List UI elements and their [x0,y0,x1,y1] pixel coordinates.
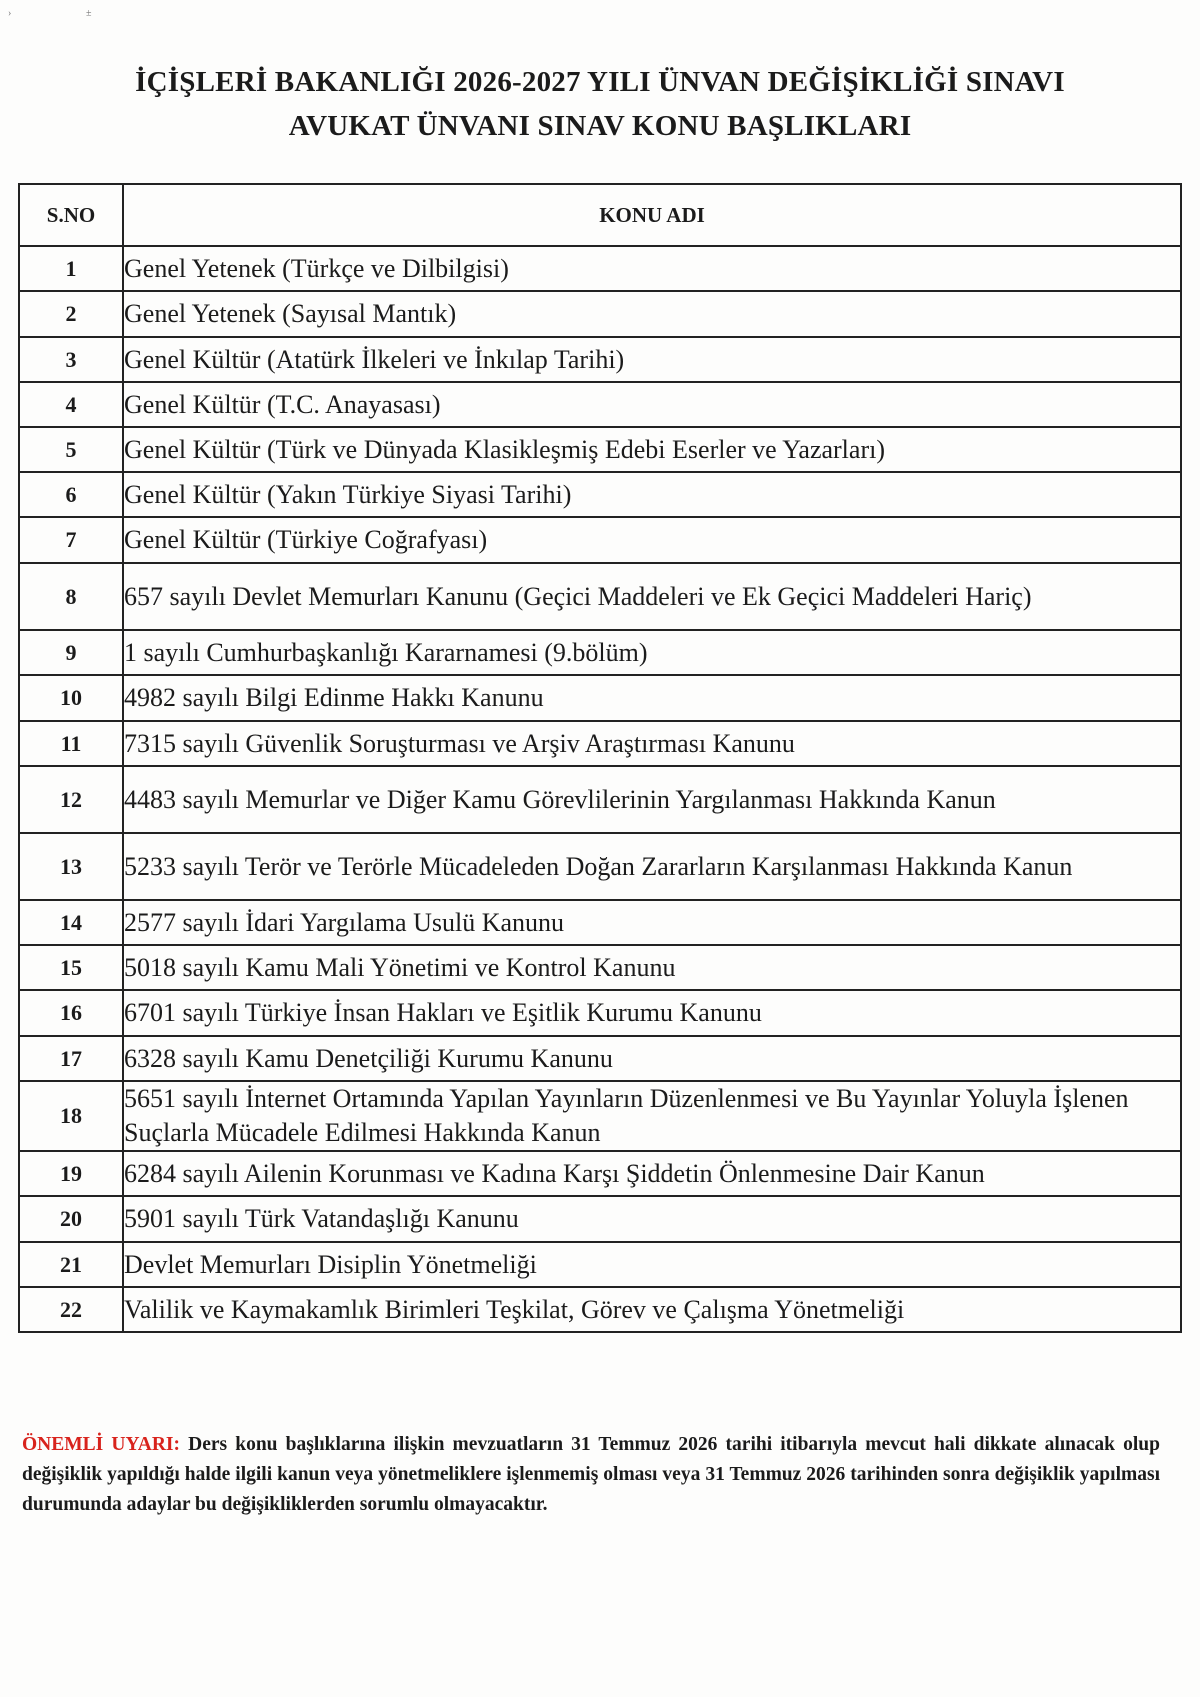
topic-name: 7315 sayılı Güvenlik Soruşturması ve Arşiv Araştırması Kanunu [123,721,1181,766]
row-number: 22 [19,1287,123,1332]
table-row [19,721,1181,766]
topic-name: 2577 sayılı İdari Yargılama Usulü Kanunu [123,900,1181,945]
document-title-line-2: AVUKAT ÜNVANI SINAV KONU BAŞLIKLARI [288,110,912,142]
row-number: 13 [19,833,123,900]
row-number: 11 [19,721,123,766]
table-row [19,630,1181,675]
warning-text: Ders konu başlıklarına ilişkin mevzuatların 31 Temmuz 2026 tarihi itibarıyla mevcut hali dikkate alınacak olup değişiklik yapıldığı halde ilgili kanun veya yönetmeliklere işlenmemiş olması veya 31 Temmuz 2026 tarihinden sonra değişiklik yapılması durumunda adaylar bu değişikliklerden sorumlu olmayacaktır. [22,1434,1160,1515]
topic-name: Genel Kültür (T.C. Anayasası) [123,382,1181,427]
table-row [19,945,1181,990]
row-number: 14 [19,900,123,945]
topic-name: Valilik ve Kaymakamlık Birimleri Teşkilat, Görev ve Çalışma Yönetmeliği [123,1287,1181,1332]
row-number: 7 [19,517,123,563]
table-row [19,833,1181,900]
row-number: 1 [19,246,123,291]
topic-name: 4483 sayılı Memurlar ve Diğer Kamu Görevlilerinin Yargılanması Hakkında Kanun [123,766,1181,833]
row-number: 6 [19,472,123,517]
topic-name: 6701 sayılı Türkiye İnsan Hakları ve Eşitlik Kurumu Kanunu [123,990,1181,1036]
topic-name: Genel Yetenek (Türkçe ve Dilbilgisi) [123,246,1181,291]
scan-speck: ± [86,8,92,19]
row-number: 21 [19,1242,123,1287]
topic-name: 4982 sayılı Bilgi Edinme Hakkı Kanunu [123,675,1181,721]
row-number: 8 [19,563,123,630]
topic-name: 657 sayılı Devlet Memurları Kanunu (Geçici Maddeleri ve Ek Geçici Maddeleri Hariç) [123,563,1181,630]
table-row [19,766,1181,833]
row-number: 18 [19,1081,123,1151]
topic-name: 1 sayılı Cumhurbaşkanlığı Kararnamesi (9.bölüm) [123,630,1181,675]
row-number: 17 [19,1036,123,1081]
table-row [19,1287,1181,1332]
table-row [19,900,1181,945]
row-number: 20 [19,1196,123,1242]
table-row [19,1151,1181,1196]
table-row [19,382,1181,427]
table-body [19,246,1181,1332]
topic-name: 6284 sayılı Ailenin Korunması ve Kadına Karşı Şiddetin Önlenmesine Dair Kanun [123,1151,1181,1196]
topic-name: Genel Kültür (Atatürk İlkeleri ve İnkılap Tarihi) [123,337,1181,382]
row-number: 3 [19,337,123,382]
table-row [19,1081,1181,1151]
table-row [19,246,1181,291]
table-row [19,472,1181,517]
row-number: 12 [19,766,123,833]
row-number: 2 [19,291,123,337]
row-number: 5 [19,427,123,472]
document-title-line-1: İÇİŞLERİ BAKANLIĞI 2026-2027 YILI ÜNVAN DEĞİŞİKLİĞİ SINAVI [135,66,1065,98]
warning-label: ÖNEMLİ UYARI: [22,1434,181,1455]
row-number: 16 [19,990,123,1036]
row-number: 4 [19,382,123,427]
table-row [19,427,1181,472]
topic-name: Genel Kültür (Yakın Türkiye Siyasi Tarihi) [123,472,1181,517]
topic-name: 5233 sayılı Terör ve Terörle Mücadeleden Doğan Zararların Karşılanması Hakkında Kanun [123,833,1181,900]
table-row [19,990,1181,1036]
topic-name: Genel Yetenek (Sayısal Mantık) [123,291,1181,337]
topic-name: 6328 sayılı Kamu Denetçiliği Kurumu Kanunu [123,1036,1181,1081]
column-header-no: S.NO [19,184,123,246]
topic-name: 5018 sayılı Kamu Mali Yönetimi ve Kontrol Kanunu [123,945,1181,990]
table-row [19,1242,1181,1287]
table-row [19,1196,1181,1242]
topics-table [18,183,1182,1333]
topic-name: 5651 sayılı İnternet Ortamında Yapılan Yayınların Düzenlenmesi ve Bu Yayınlar Yoluyla İşlenen Suçlarla Mücadele Edilmesi Hakkında Kanun [123,1081,1181,1151]
topic-name: Genel Kültür (Türkiye Coğrafyası) [123,517,1181,563]
scan-speck: › [8,8,12,19]
table-header-row [19,184,1181,246]
table-row [19,1036,1181,1081]
topic-name: Devlet Memurları Disiplin Yönetmeliği [123,1242,1181,1287]
row-number: 19 [19,1151,123,1196]
table-row [19,563,1181,630]
row-number: 10 [19,675,123,721]
row-number: 15 [19,945,123,990]
table-row [19,675,1181,721]
table-row [19,337,1181,382]
column-header-name: KONU ADI [123,184,1181,246]
table-row [19,291,1181,337]
important-warning [22,1430,1160,1520]
topic-name: Genel Kültür (Türk ve Dünyada Klasikleşmiş Edebi Eserler ve Yazarları) [123,427,1181,472]
topic-name: 5901 sayılı Türk Vatandaşlığı Kanunu [123,1196,1181,1242]
table-row [19,517,1181,563]
row-number: 9 [19,630,123,675]
